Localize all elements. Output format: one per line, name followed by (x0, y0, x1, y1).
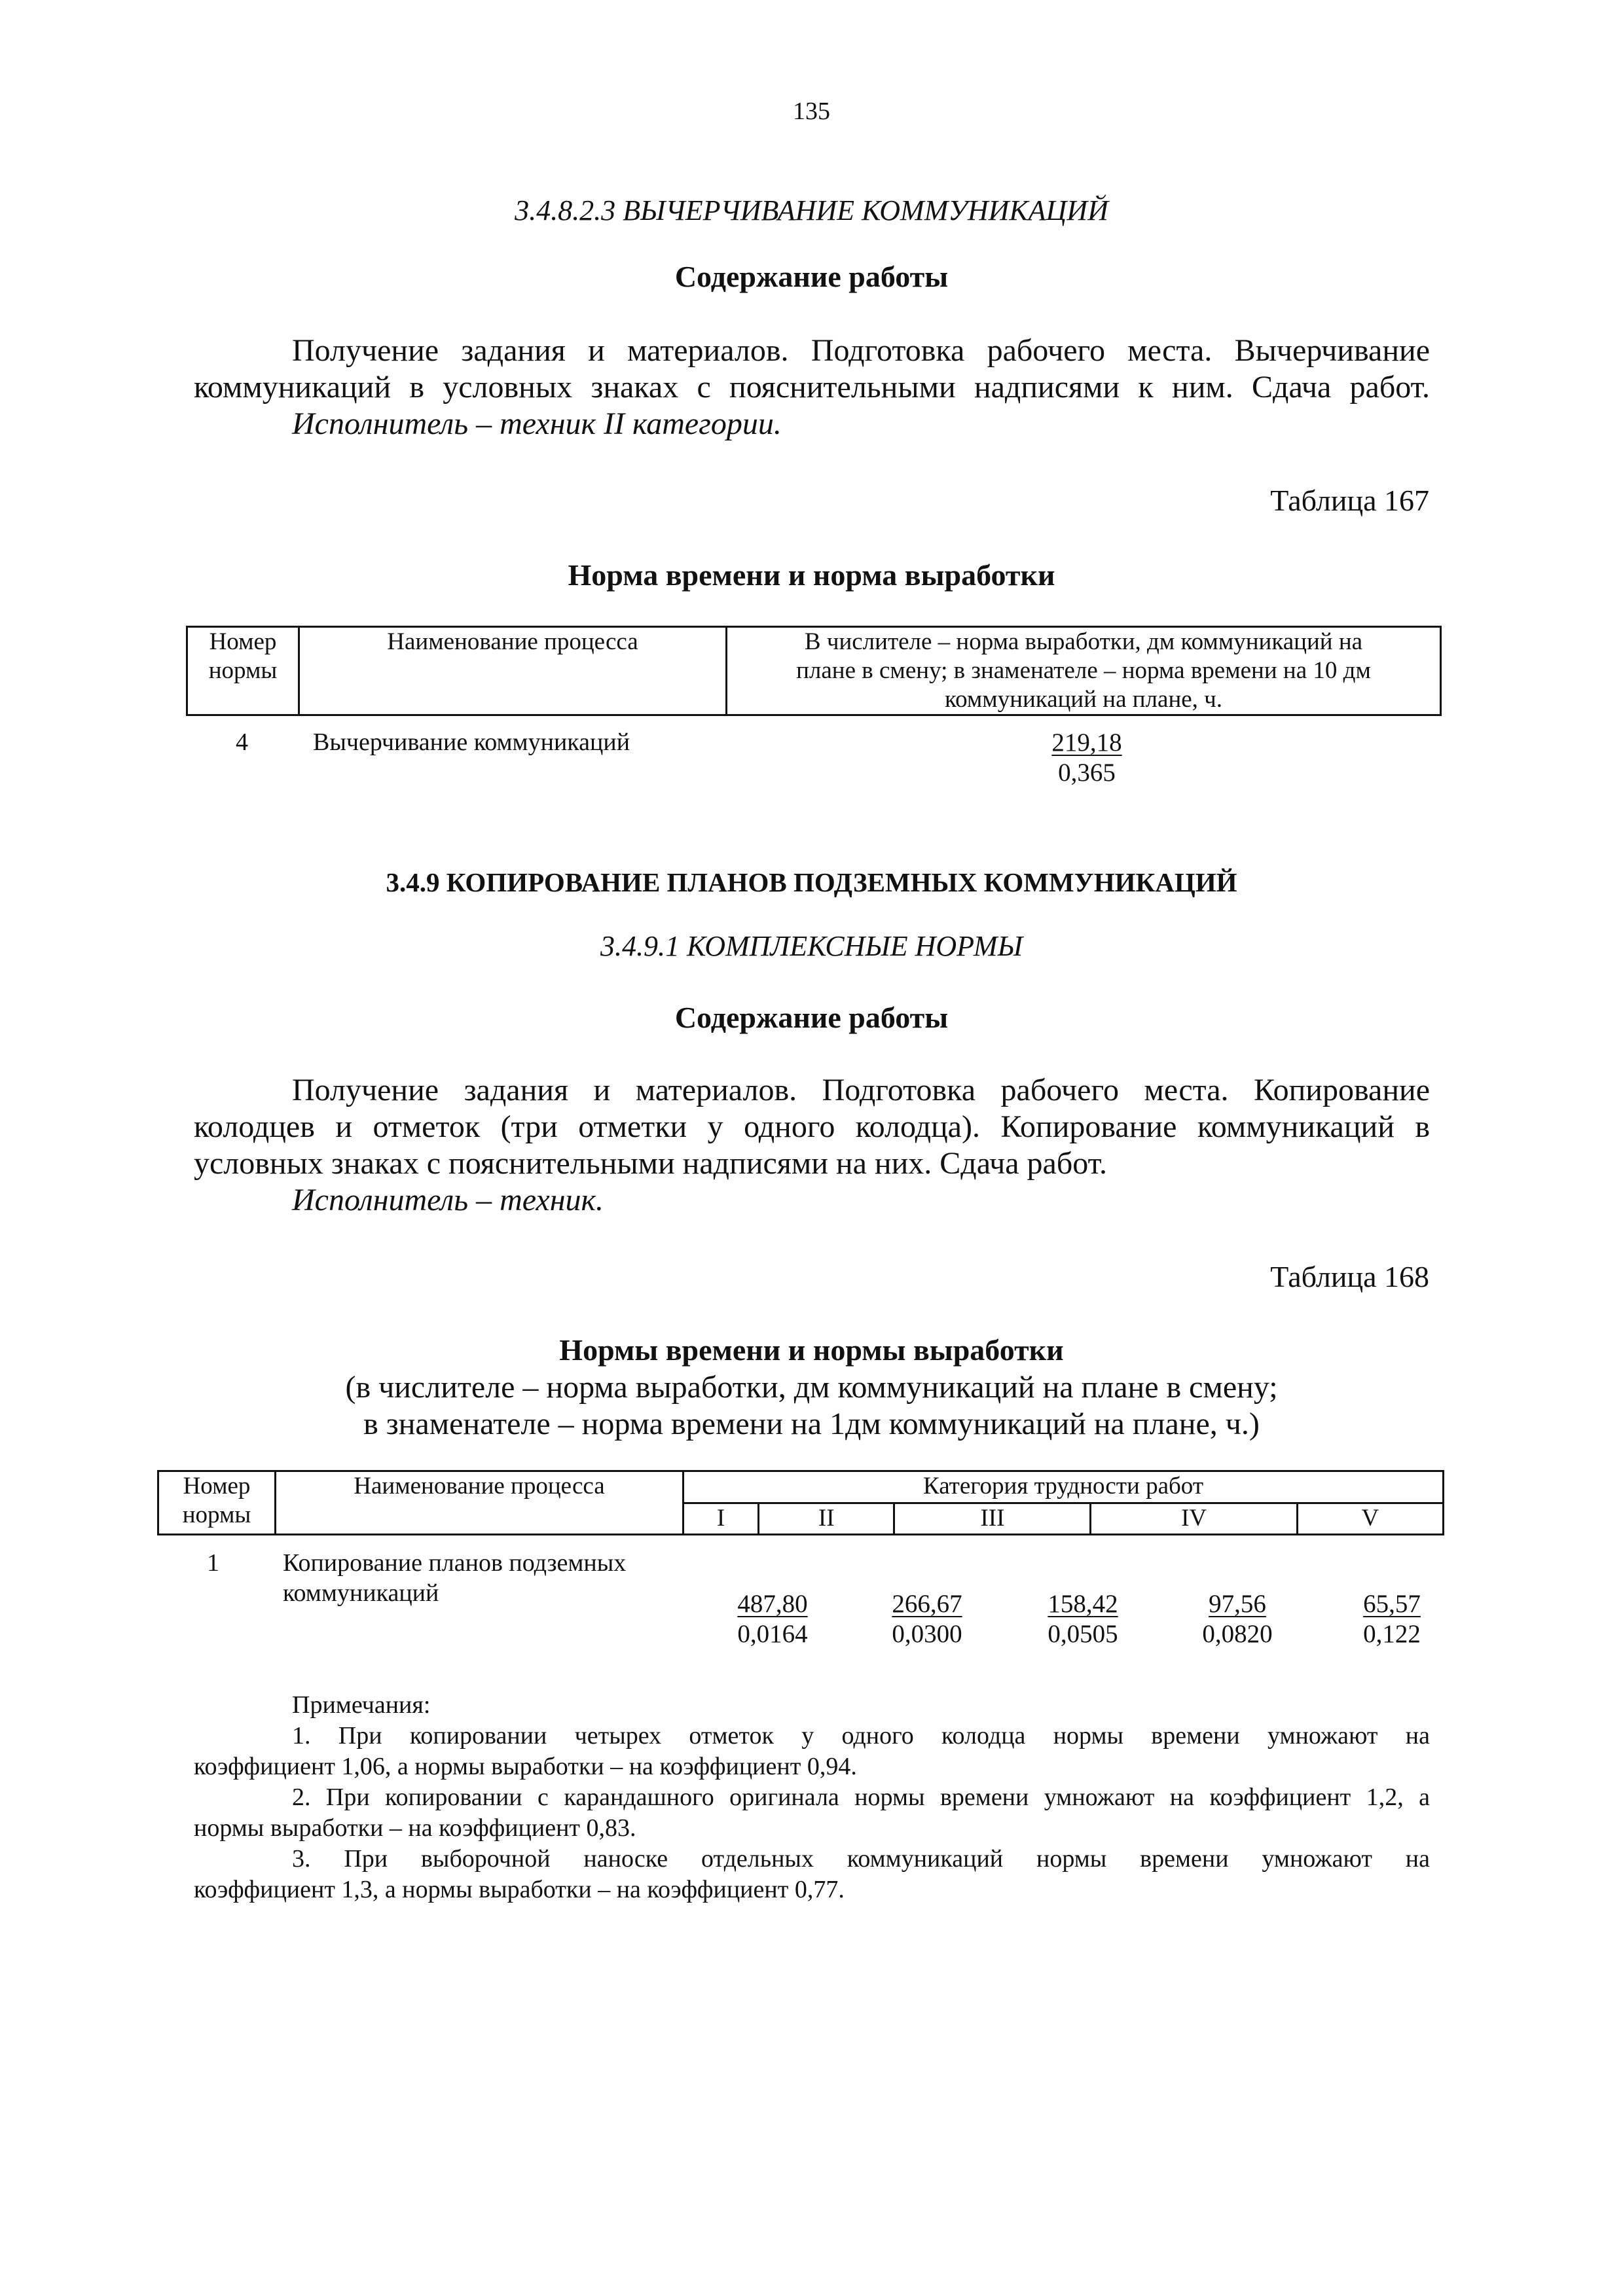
norm-numerator: 97,56 (1209, 1590, 1266, 1618)
norm-numerator: 65,57 (1363, 1590, 1421, 1618)
note-line: 1. При копировании четырех отметок у одного колодца нормы времени умножают на (292, 1722, 1430, 1749)
table-row-norm-fraction (1008, 728, 1165, 788)
category-column-header: II (758, 1503, 894, 1535)
table-row-process: Вычерчивание коммуникаций (313, 728, 630, 756)
table-caption: Таблица 167 (1270, 484, 1429, 517)
table-subtitle-line: в знаменателе – норма времени на 1дм коммуникаций на плане, ч.) (363, 1407, 1260, 1441)
paragraph-line: Получение задания и материалов. Подготовка рабочего места. Вычерчивание (292, 333, 1430, 368)
norm-denominator: 0,0300 (892, 1620, 962, 1648)
category-column-header: I (684, 1503, 759, 1535)
table-caption: Таблица 168 (1270, 1260, 1429, 1293)
executor-line: Исполнитель – техник II категории. (292, 406, 782, 441)
category-column-header: IV (1091, 1503, 1297, 1535)
norm-denominator: 0,0820 (1202, 1620, 1273, 1648)
paragraph-line: условных знаках с пояснительными надписями на них. Сдача работ. (194, 1146, 1107, 1181)
header-category-cell: Категория трудности работ (684, 1471, 1444, 1503)
subsection-title: 3.4.8.2.3 ВЫЧЕРЧИВАНИЕ КОММУНИКАЦИЙ (515, 194, 1108, 226)
header-process-cell: Наименование процесса (276, 1471, 684, 1535)
norm-denominator: 0,122 (1363, 1620, 1421, 1648)
table-row-process: коммуникаций (283, 1579, 439, 1607)
subsection-title: 3.4.9.1 КОМПЛЕКСНЫЕ НОРМЫ (600, 930, 1023, 962)
executor-line: Исполнитель – техник. (292, 1183, 604, 1217)
category-column-header: V (1297, 1503, 1443, 1535)
norm-denominator: 0,0164 (737, 1620, 808, 1648)
table-subtitle-line: (в числителе – норма выработки, дм коммуникаций на плане в смену; (345, 1370, 1278, 1405)
section-title: 3.4.9 КОПИРОВАНИЕ ПЛАНОВ ПОДЗЕМНЫХ КОММУНИКАЦИЙ (386, 867, 1237, 897)
table-title: Нормы времени и нормы выработки (559, 1333, 1064, 1367)
paragraph-line: колодцев и отметок (три отметки у одного колодца). Копирование коммуникаций в (194, 1109, 1430, 1144)
table-167-header (186, 626, 1442, 716)
norm-numerator: 219,18 (1051, 728, 1122, 757)
category-column-header: III (894, 1503, 1091, 1535)
table-title: Норма времени и норма выработки (568, 558, 1055, 592)
category-value-fraction (1313, 1589, 1470, 1649)
norm-numerator: 266,67 (892, 1590, 962, 1618)
note-line: 2. При копировании с карандашного оригинала нормы времени умножают на коэффициент 1,2, а (292, 1784, 1430, 1811)
category-value-fraction (1159, 1589, 1316, 1649)
norm-numerator: 487,80 (737, 1590, 808, 1618)
category-value-fraction (694, 1589, 851, 1649)
note-line: нормы выработки – на коэффициент 0,83. (194, 1814, 636, 1842)
content-heading: Содержание работы (674, 1001, 949, 1034)
paragraph-line: Получение задания и материалов. Подготовка рабочего места. Копирование (292, 1073, 1430, 1107)
norm-numerator: 158,42 (1048, 1590, 1118, 1618)
header-norm-cell: В числителе – норма выработки, дм коммуникаций на плане в смену; в знаменателе – норма времени на 10 дм коммуникаций на плане, ч. (727, 627, 1441, 715)
table-row-number: 1 (207, 1549, 219, 1577)
notes-title: Примечания: (292, 1691, 431, 1719)
norm-denominator: 0,0505 (1048, 1620, 1118, 1648)
paragraph-line: коммуникаций в условных знаках с пояснительными надписями к ним. Сдача работ. (194, 370, 1430, 404)
content-heading: Содержание работы (674, 260, 949, 293)
note-line: 3. При выборочной наноске отдельных коммуникаций нормы времени умножают на (292, 1845, 1430, 1873)
page-number: 135 (793, 98, 830, 125)
table-row-number: 4 (236, 728, 248, 756)
header-number-cell: Номер нормы (187, 627, 299, 715)
header-process-cell: Наименование процесса (299, 627, 727, 715)
category-value-fraction (848, 1589, 1006, 1649)
header-number-cell: Номер нормы (158, 1471, 276, 1535)
table-row-process: Копирование планов подземных (283, 1549, 627, 1577)
note-line: коэффициент 1,06, а нормы выработки – на коэффициент 0,94. (194, 1753, 857, 1780)
table-168-header (157, 1470, 1444, 1535)
note-line: коэффициент 1,3, а нормы выработки – на коэффициент 0,77. (194, 1876, 845, 1903)
norm-denominator: 0,365 (1058, 759, 1116, 787)
category-value-fraction (1004, 1589, 1161, 1649)
